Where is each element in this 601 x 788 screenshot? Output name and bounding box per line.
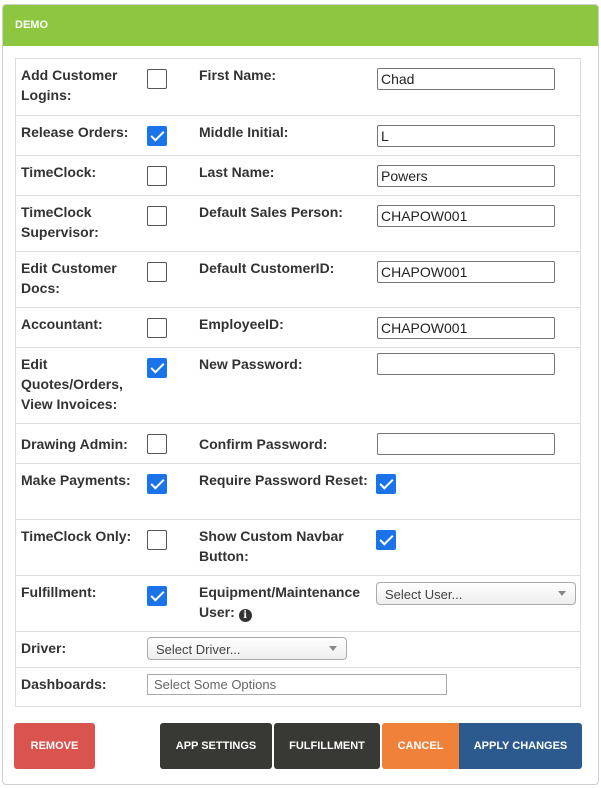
form-row-timeclock	[16, 155, 580, 195]
app-settings-button[interactable]: APP SETTINGS	[160, 723, 272, 769]
dashboards-label: Dashboards:	[21, 676, 107, 692]
edit-quotes-orders-checkbox[interactable]	[147, 358, 167, 378]
cancel-button[interactable]: CANCEL	[382, 723, 459, 769]
remove-button[interactable]: REMOVE	[14, 723, 95, 769]
fulfillment-button[interactable]: FULFILLMENT	[274, 723, 380, 769]
form-row-add-customer-logins	[16, 59, 580, 115]
require-password-reset-checkbox[interactable]	[376, 474, 396, 494]
timeclock-supervisor-checkbox[interactable]	[147, 206, 167, 226]
timeclock-checkbox[interactable]	[147, 166, 167, 186]
equipment-user-select-value: Select User...	[385, 587, 463, 602]
form-row-accountant	[16, 307, 580, 347]
default-sales-person-label: Default Sales Person:	[199, 204, 343, 220]
info-circle-icon[interactable]: i	[239, 609, 252, 622]
make-payments-checkbox[interactable]	[147, 474, 167, 494]
middle-initial-input[interactable]: L	[377, 125, 555, 147]
form-row-edit-quotes-orders	[16, 347, 580, 423]
fulfillment-label: Fulfillment:	[21, 584, 97, 600]
accountant-checkbox[interactable]	[147, 318, 167, 338]
confirm-password-input[interactable]	[377, 433, 555, 455]
chevron-down-icon	[558, 591, 566, 596]
edit-customer-docs-label: Edit Customer Docs:	[21, 260, 117, 296]
chevron-down-icon	[329, 646, 337, 651]
drawing-admin-label: Drawing Admin:	[21, 436, 128, 452]
equipment-maintenance-user-text: Equipment/Maintenance User:	[199, 584, 361, 620]
timeclock-supervisor-label: TimeClock Supervisor:	[21, 204, 99, 240]
default-customer-id-label: Default CustomerID:	[199, 260, 335, 276]
first-name-label: First Name:	[199, 67, 277, 83]
accountant-label: Accountant:	[21, 316, 103, 332]
apply-changes-button[interactable]: APPLY CHANGES	[459, 723, 582, 769]
equipment-user-select[interactable]	[376, 582, 576, 605]
show-custom-navbar-button-label: Show Custom Navbar Button:	[199, 528, 344, 564]
form-row-fulfillment	[16, 575, 580, 631]
form-row-release-orders	[16, 115, 580, 155]
driver-label: Driver:	[21, 640, 67, 656]
edit-customer-docs-checkbox[interactable]	[147, 262, 167, 282]
require-password-reset-label: Require Password Reset:	[199, 472, 368, 488]
release-orders-label: Release Orders:	[21, 124, 129, 140]
middle-initial-label: Middle Initial:	[199, 124, 289, 140]
release-orders-checkbox[interactable]	[147, 126, 167, 146]
add-customer-logins-label: Add Customer Logins:	[21, 67, 118, 103]
employee-id-input[interactable]: CHAPOW001	[377, 317, 555, 339]
form-row-driver	[16, 631, 580, 667]
form-row-timeclock-only	[16, 519, 580, 575]
confirm-password-label: Confirm Password:	[199, 436, 328, 452]
user-form	[15, 58, 581, 707]
fulfillment-checkbox[interactable]	[147, 586, 167, 606]
show-custom-navbar-button-checkbox[interactable]	[376, 530, 396, 550]
equipment-maintenance-user-label	[199, 582, 374, 622]
timeclock-label: TimeClock:	[21, 164, 97, 180]
form-row-make-payments	[16, 463, 580, 519]
add-customer-logins-checkbox[interactable]	[147, 69, 167, 89]
edit-quotes-orders-label: Edit Quotes/Orders, View Invoices:	[21, 356, 123, 412]
drawing-admin-checkbox[interactable]	[147, 434, 167, 454]
form-row-dashboards	[16, 667, 580, 707]
last-name-input[interactable]: Powers	[377, 165, 555, 187]
dashboards-multiselect[interactable]: Select Some Options	[147, 674, 447, 695]
panel-title: DEMO	[3, 5, 598, 46]
timeclock-only-checkbox[interactable]	[147, 530, 167, 550]
last-name-label: Last Name:	[199, 164, 275, 180]
new-password-label: New Password:	[199, 356, 303, 372]
employee-id-label: EmployeeID:	[199, 316, 284, 332]
new-password-input[interactable]	[377, 353, 555, 375]
form-row-timeclock-supervisor	[16, 195, 580, 251]
form-row-drawing-admin	[16, 423, 580, 463]
default-customer-id-input[interactable]: CHAPOW001	[377, 261, 555, 283]
first-name-input[interactable]: Chad	[377, 68, 555, 90]
form-row-edit-customer-docs	[16, 251, 580, 307]
driver-select-value: Select Driver...	[156, 642, 241, 657]
driver-select[interactable]	[147, 637, 347, 660]
make-payments-label: Make Payments:	[21, 472, 131, 488]
default-sales-person-input[interactable]: CHAPOW001	[377, 205, 555, 227]
timeclock-only-label: TimeClock Only:	[21, 528, 132, 544]
